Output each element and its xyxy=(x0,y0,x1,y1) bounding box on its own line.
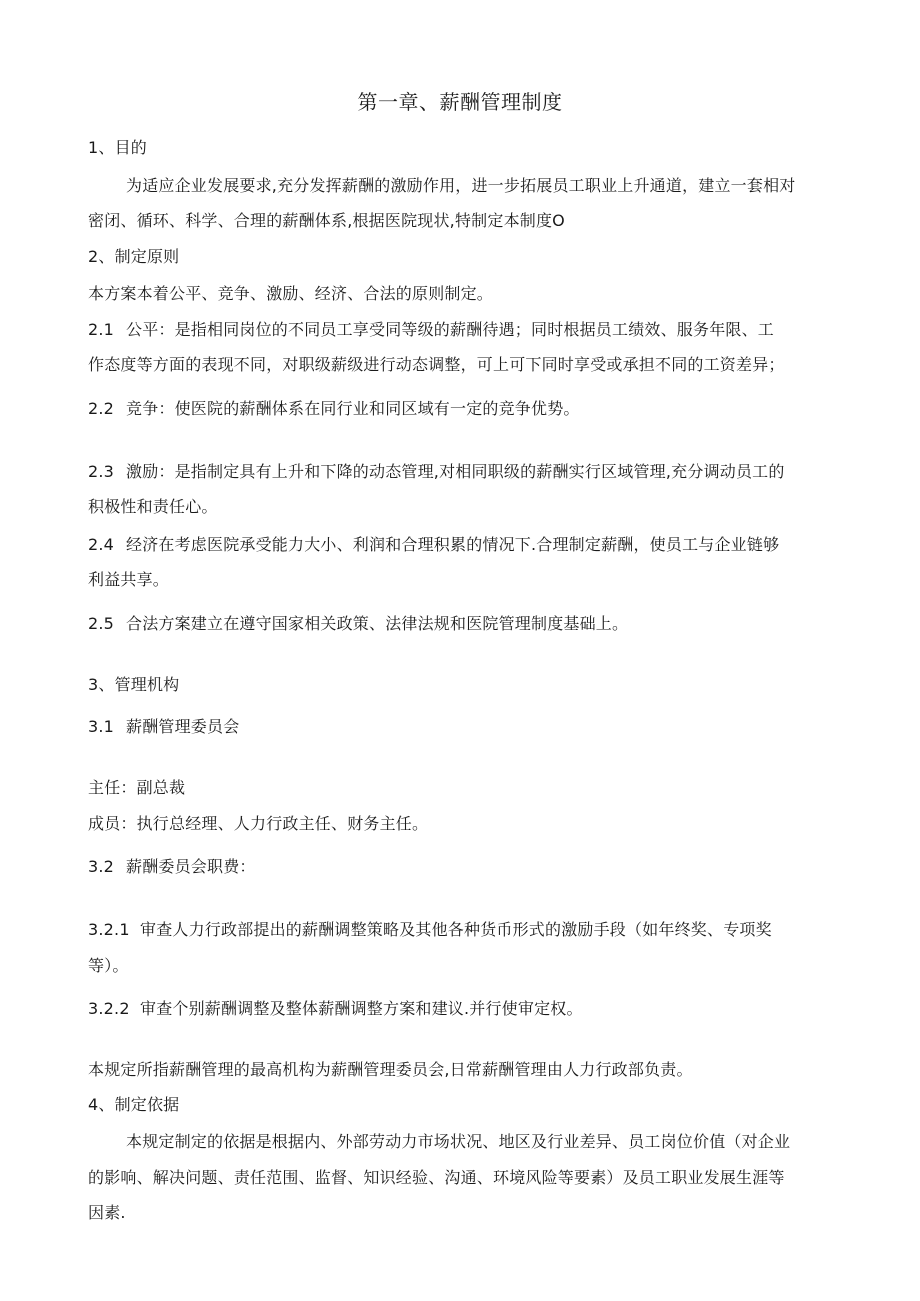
page-title: 第一章、薪酬管理制度 xyxy=(357,90,563,114)
section-heading: 4、制定依据 xyxy=(88,1095,180,1114)
clause-text: 经济在考虑医院承受能力大小、利润和合理积累的情况下.合理制定薪酬，使员工与企业链够 xyxy=(126,535,780,554)
section-heading: 2、制定原则 xyxy=(88,247,180,266)
clause-line xyxy=(88,397,848,421)
clause-number: 3.2.2 xyxy=(88,999,130,1018)
paragraph-line: 等）。 xyxy=(88,956,129,975)
paragraph-line: 主任：副总裁 xyxy=(88,778,186,797)
clause-number: 2.5 xyxy=(88,614,115,633)
clause-number: 3.2.1 xyxy=(88,920,130,939)
clause-line xyxy=(88,318,848,342)
paragraph-line: 密闭、循环、科学、合理的薪酬体系,根据医院现状,特制定本制度O xyxy=(88,211,565,230)
paragraph-line: 本方案本着公平、竞争、激励、经济、合法的原则制定。 xyxy=(88,284,494,303)
clause-text: 竞争：使医院的薪酬体系在同行业和同区域有一定的竞争优势。 xyxy=(126,399,580,418)
paragraph-line: 为适应企业发展要求,充分发挥薪酬的激励作用，进一步拓展员工职业上升通道，建立一套相对 xyxy=(126,176,796,195)
paragraph-line: 本规定所指薪酬管理的最高机构为薪酬管理委员会,日常薪酬管理由人力行政部负责。 xyxy=(88,1060,693,1079)
paragraph-line: 作态度等方面的表现不同，对职级薪级进行动态调整，可上可下同时享受或承担不同的工资差异； xyxy=(88,355,785,374)
paragraph-line: 的影响、解决问题、责任范围、监督、知识经验、沟通、环境风险等要素）及员工职业发展生涯等 xyxy=(88,1168,785,1187)
clause-text: 薪酬委员会职费： xyxy=(126,857,256,876)
clause-text: 审查个别薪酬调整及整体薪酬调整方案和建议.并行使审定权。 xyxy=(140,999,583,1018)
clause-text: 审查人力行政部提出的薪酬调整策略及其他各种货币形式的激励手段（如年终奖、专项奖 xyxy=(140,920,772,939)
clause-line xyxy=(88,855,848,879)
paragraph-line: 成员：执行总经理、人力行政主任、财务主任。 xyxy=(88,814,429,833)
clause-line xyxy=(88,715,848,739)
clause-line xyxy=(88,918,848,942)
section-heading: 3、管理机构 xyxy=(88,675,180,694)
paragraph-line: 本规定制定的依据是根据内、外部劳动力市场状况、地区及行业差异、员工岗位价值（对企业 xyxy=(126,1132,791,1151)
clause-number: 2.3 xyxy=(88,462,115,481)
paragraph-line: 积极性和责任心。 xyxy=(88,497,218,516)
clause-number: 2.1 xyxy=(88,320,115,339)
clause-number: 3.1 xyxy=(88,717,115,736)
clause-text: 激励：是指制定具有上升和下降的动态管理,对相同职级的薪酬实行区域管理,充分调动员工的 xyxy=(126,462,785,481)
paragraph-line: 利益共享。 xyxy=(88,570,170,589)
clause-text: 薪酬管理委员会 xyxy=(126,717,240,736)
clause-line xyxy=(88,460,848,484)
clause-line xyxy=(88,997,848,1021)
clause-text: 合法方案建立在遵守国家相关政策、法律法规和医院管理制度基础上。 xyxy=(126,614,629,633)
clause-text: 公平：是指相同岗位的不同员工享受同等级的薪酬待遇；同时根据员工绩效、服务年限、工 xyxy=(126,320,775,339)
clause-line xyxy=(88,533,848,557)
clause-number: 2.4 xyxy=(88,535,115,554)
paragraph-line: 因素. xyxy=(88,1203,126,1222)
clause-number: 3.2 xyxy=(88,857,115,876)
clause-line xyxy=(88,612,848,636)
clause-number: 2.2 xyxy=(88,399,115,418)
section-heading: 1、目的 xyxy=(88,138,147,157)
